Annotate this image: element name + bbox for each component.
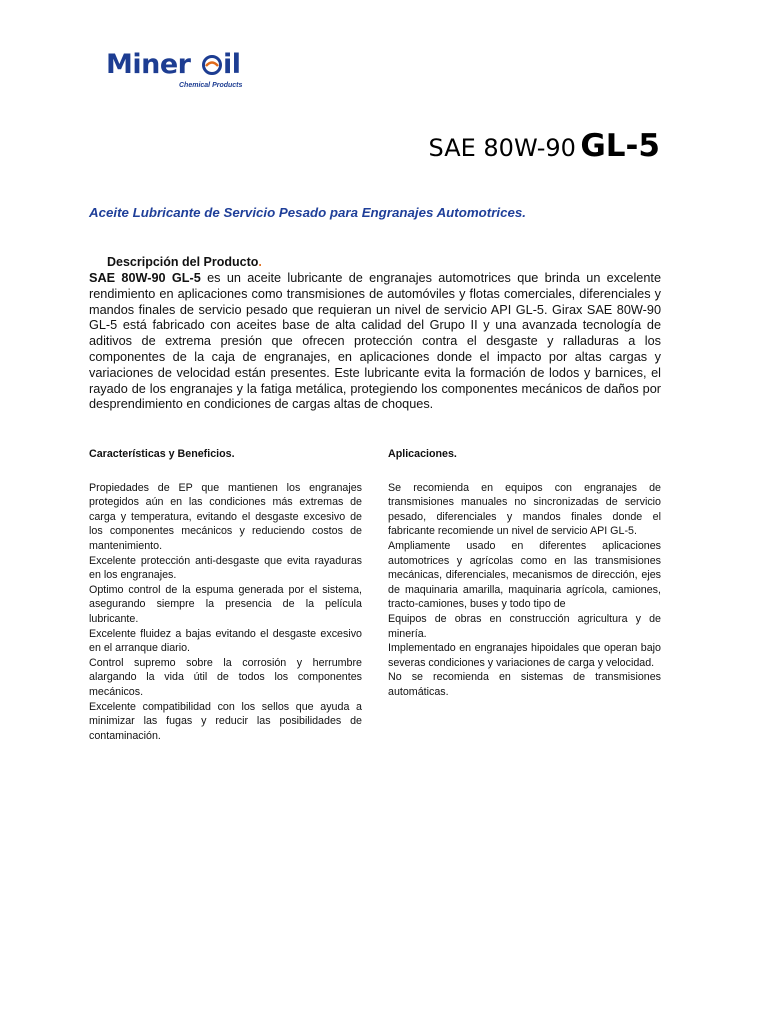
features-heading: Características y Beneficios. [89,448,235,460]
minercil-logo [106,48,256,96]
application-item: Implementado en engranajes hipoidales que operan bajo severas condiciones y variaciones de carga y velocidad. [388,642,661,669]
application-item: Ampliamente usado en diferentes aplicaciones automotrices y agrícolas como en las transmisiones mecánicas, diferenciales, mecanismos de dirección, ejes de maquinaria amarilla, maquinaria agrícola, camiones, tracto-camiones, buses y todo tipo de [388,539,661,611]
feature-item: Control supremo sobre la corrosión y herrumbre alargando la vida útil de todos los componentes mecánicos. [89,656,362,698]
application-item: Equipos de obras en construcción agricultura y de minería. [388,612,661,640]
logo-tagline: Chemical Products [179,82,243,89]
feature-item: Excelente protección anti-desgaste que evita rayaduras en los engranajes. [89,554,362,582]
product-spec: GL-5 [580,128,660,164]
applications-heading: Aplicaciones. [388,448,457,460]
logo-drop-icon [202,55,222,75]
feature-item: Propiedades de EP que mantienen los engranajes protegidos aún en las condiciones más extremas de carga y temperatura, evitando el desgaste excesivo de los componentes mecánicos y reduciendo costos de mantenimiento. [89,481,362,552]
feature-item: Excelente fluidez a bajas evitando el desgaste excesivo en el arranque diario. [89,627,362,655]
description-heading: Descripción del Producto. [107,255,262,269]
application-item: Se recomienda en equipos con engranajes de transmisiones manuales no sincronizadas de servicio pesado, diferenciales y mandos finales donde el fabricante recomiende un nivel de servicio API GL-5. [388,481,661,538]
feature-item: Excelente compatibilidad con los sellos que ayuda a minimizar las fugas y reducir las posibilidades de contaminación. [89,700,362,742]
logo-wordmark: Miner [106,49,191,80]
description-body: es un aceite lubricante de engranajes automotrices que brinda un excelente rendimiento en aplicaciones como transmisiones de automóviles y flotas comerciales, diferenciales y mandos finales de servicio pesado que requieran un nivel de servicio API GL-5. Girax SAE 80W-90 GL-5 está fabricado con aceites base de alta calidad del Grupo II y una avanzada tecnología de aditivos de extrema presión que ofrecen protección contra el desgaste y ralladuras a los componentes de la caja de engranajes, en aplicaciones donde el impacto por altas cargas y variaciones de velocidad están presentes. Este lubricante evita la formación de lodos y barnices, el rayado de los engranajes y la fatiga metálica, protegiendo los componentes mecánicos de daños por desprendimiento en condiciones de cargas altas de choques. [89,271,661,412]
description-paragraph [89,271,661,413]
description-lead: SAE 80W-90 GL-5 [89,271,201,285]
features-column [89,447,362,743]
applications-column [388,447,661,700]
product-title [429,128,660,164]
feature-item: Optimo control de la espuma generada por el sistema, asegurando siempre la presencia de la película lubricante. [89,583,362,625]
application-item: No se recomienda en sistemas de transmisiones automáticas. [388,671,661,698]
logo-wordmark-end: il [223,49,241,80]
product-subtitle: Aceite Lubricante de Servicio Pesado para Engranajes Automotrices. [89,205,526,220]
product-grade: SAE 80W-90 [428,134,576,162]
